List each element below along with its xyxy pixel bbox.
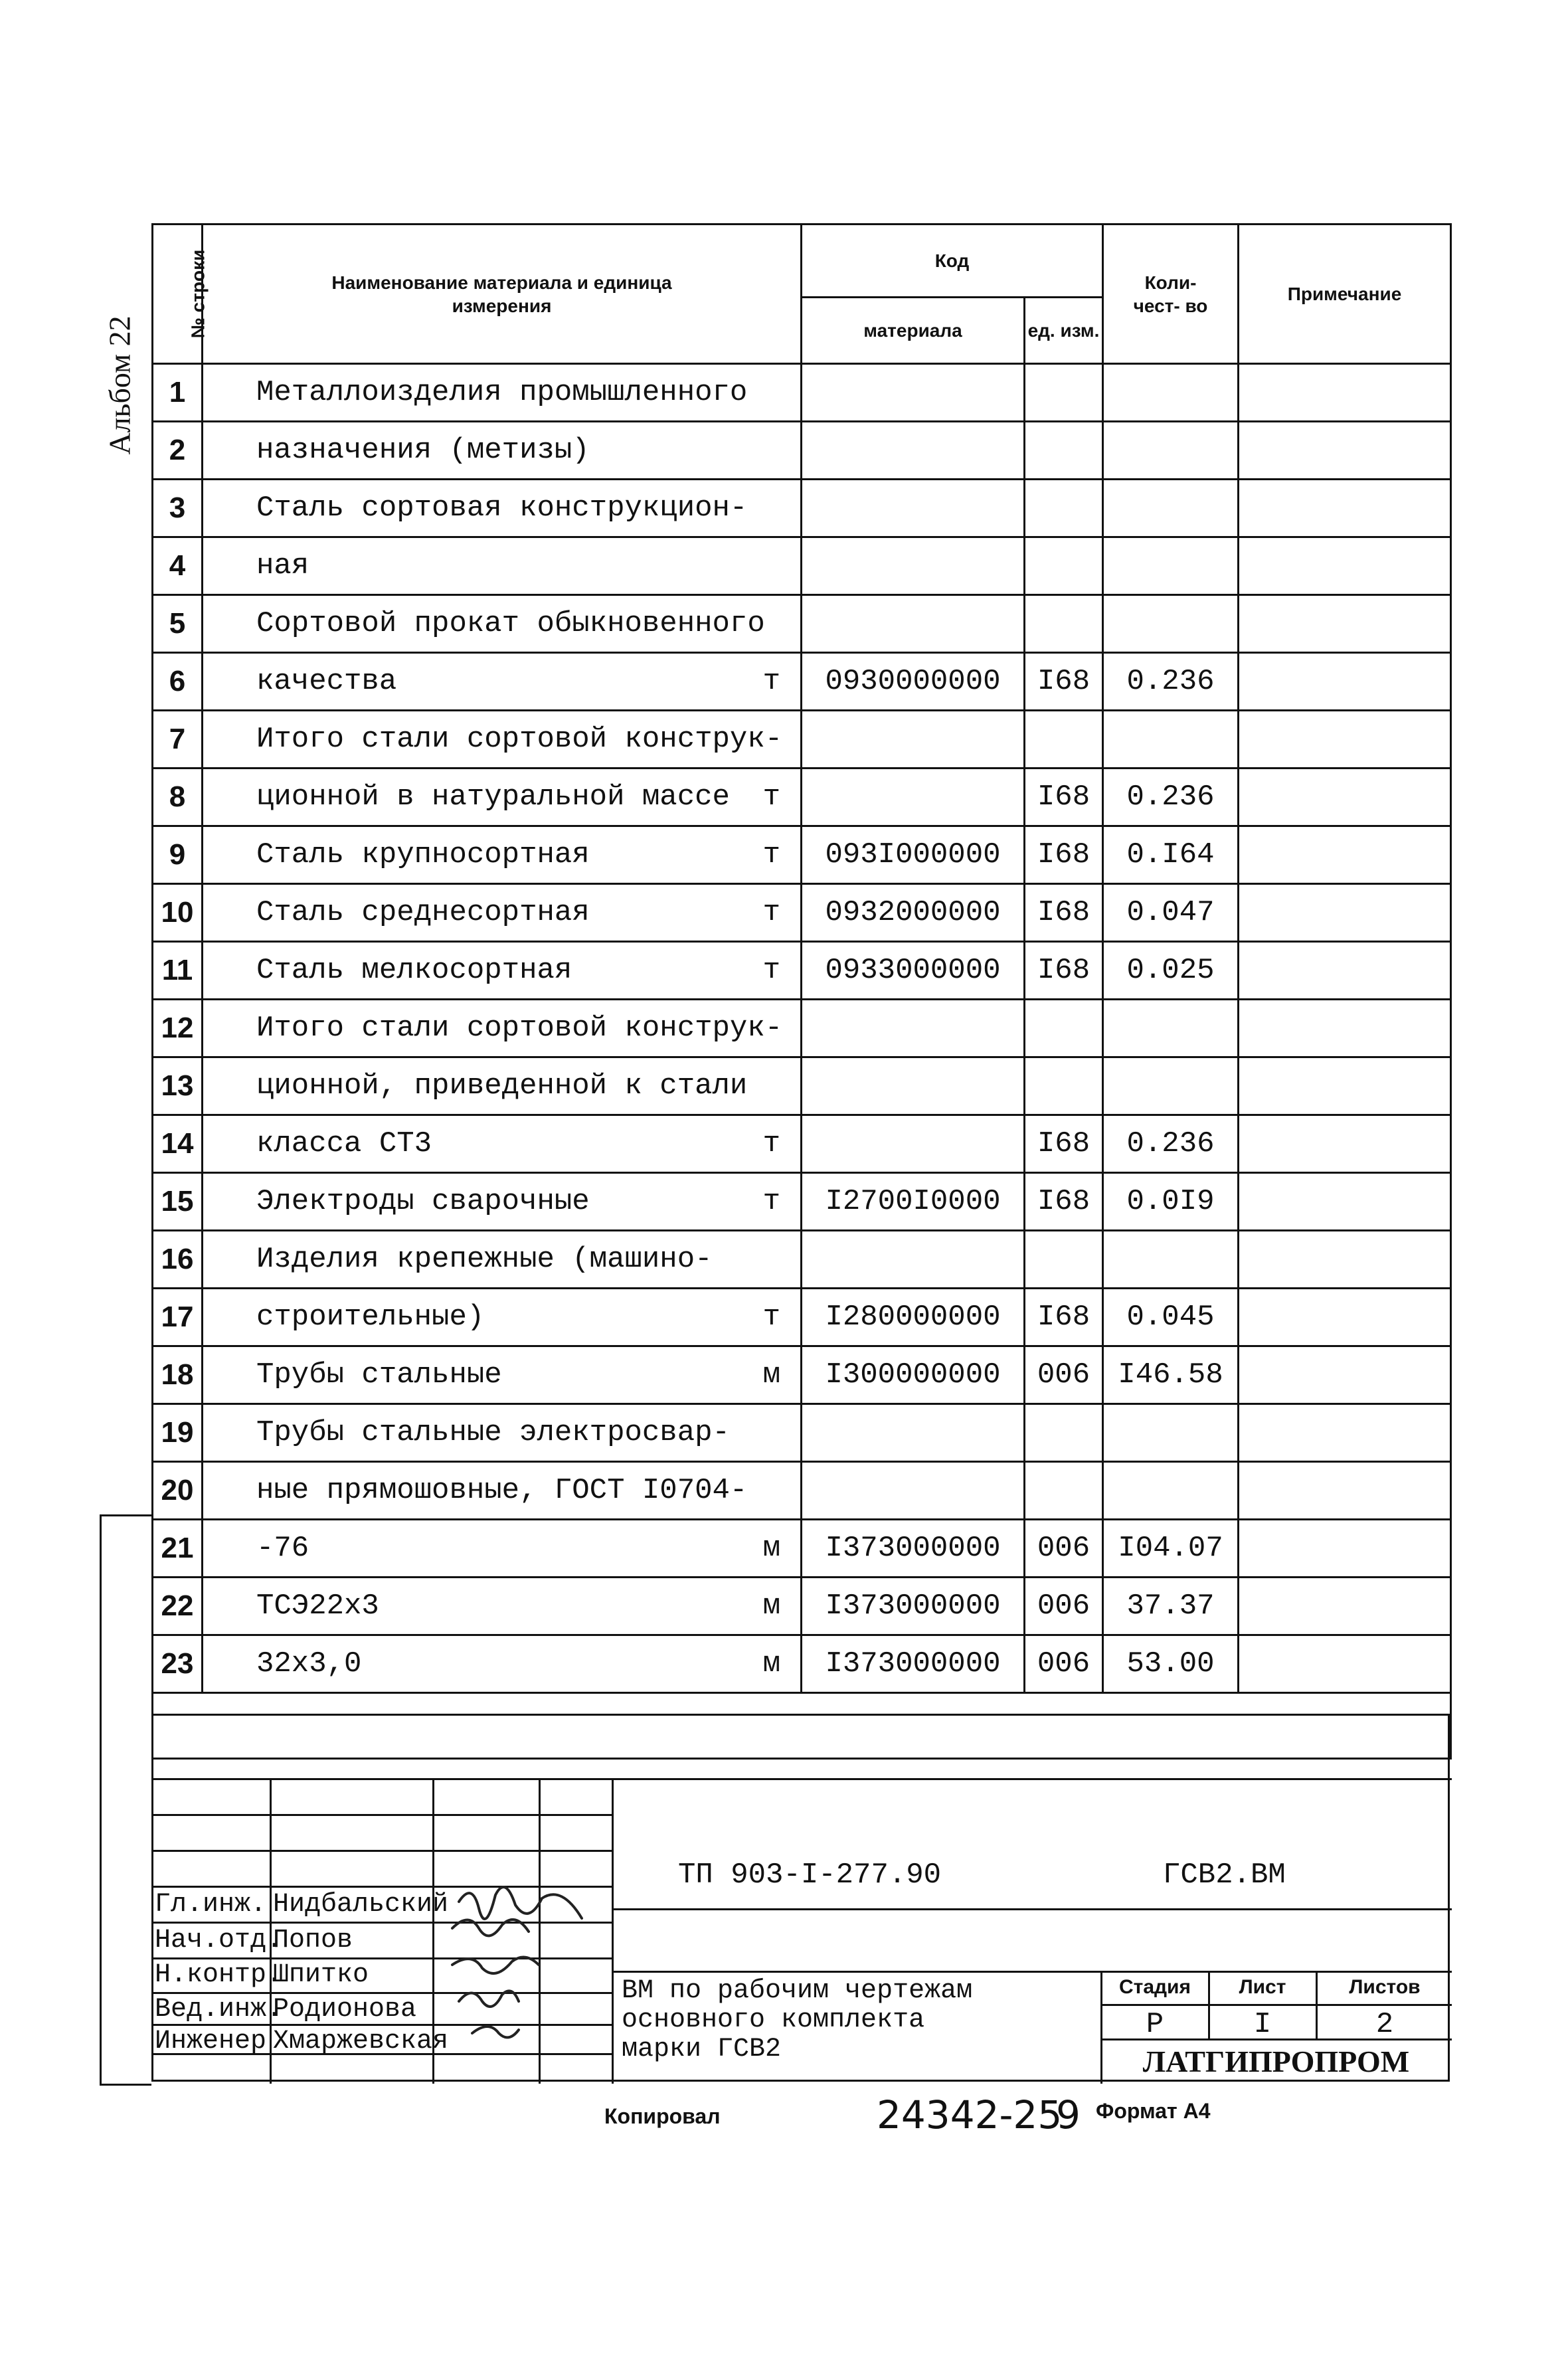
signature-role-1: Гл.инж. bbox=[155, 1890, 267, 1920]
row-number: 7 bbox=[153, 711, 203, 769]
measure-unit: м bbox=[762, 1358, 780, 1392]
note bbox=[1239, 537, 1451, 595]
row-number: 9 bbox=[153, 826, 203, 884]
material-name bbox=[203, 653, 802, 711]
material-name-text: класса СТ3 bbox=[256, 1127, 432, 1160]
material-name-text: 32х3,0 bbox=[256, 1647, 362, 1680]
unit-code bbox=[1025, 364, 1103, 422]
table-row bbox=[153, 942, 1451, 1000]
unit-code: 006 bbox=[1025, 1578, 1103, 1635]
unit-code: 006 bbox=[1025, 1635, 1103, 1693]
table-row bbox=[153, 826, 1451, 884]
material-name bbox=[203, 942, 802, 1000]
measure-unit: т bbox=[762, 1301, 780, 1334]
material-name-text: -76 bbox=[256, 1532, 309, 1565]
table-row bbox=[153, 595, 1451, 653]
unit-code bbox=[1025, 711, 1103, 769]
row-number: 11 bbox=[153, 942, 203, 1000]
organization-name: ЛАТГИПРОПРОМ bbox=[1142, 2044, 1410, 2078]
material-name-text: Итого стали сортовой конструк- bbox=[256, 723, 783, 756]
note bbox=[1239, 1404, 1451, 1462]
material-name-text: ционной, приведенной к стали bbox=[256, 1069, 748, 1103]
note bbox=[1239, 711, 1451, 769]
header-code-unit: ед. изм. bbox=[1025, 298, 1103, 364]
header-row-number: № строки bbox=[153, 225, 203, 364]
table-row bbox=[153, 711, 1451, 769]
material-name-text: ные прямошовные, ГОСТ I0704- bbox=[256, 1474, 748, 1507]
note bbox=[1239, 1635, 1451, 1693]
table-row bbox=[153, 1000, 1451, 1057]
measure-unit: м bbox=[762, 1532, 780, 1565]
unit-code: 006 bbox=[1025, 1346, 1103, 1404]
material-code bbox=[802, 1000, 1025, 1057]
unit-code: 006 bbox=[1025, 1520, 1103, 1578]
table-row bbox=[153, 1520, 1451, 1578]
quantity: 53.00 bbox=[1103, 1635, 1239, 1693]
album-label: Альбом 22 bbox=[102, 316, 137, 455]
sheet-label: Лист bbox=[1239, 1976, 1286, 1998]
unit-code bbox=[1025, 1000, 1103, 1057]
note bbox=[1239, 364, 1451, 422]
table-row bbox=[153, 1346, 1451, 1404]
signature-name-3: Шпитко bbox=[273, 1960, 369, 1990]
table-row bbox=[153, 537, 1451, 595]
material-code bbox=[802, 1404, 1025, 1462]
table-row bbox=[153, 1404, 1451, 1462]
quantity bbox=[1103, 422, 1239, 480]
sheet-value: I bbox=[1253, 2008, 1272, 2041]
material-code bbox=[802, 1231, 1025, 1289]
row-number: 12 bbox=[153, 1000, 203, 1057]
unit-code: I68 bbox=[1025, 942, 1103, 1000]
material-name bbox=[203, 884, 802, 942]
quantity: 0.I64 bbox=[1103, 826, 1239, 884]
quantity bbox=[1103, 1404, 1239, 1462]
table-row bbox=[153, 1231, 1451, 1289]
material-name bbox=[203, 1635, 802, 1693]
title-block bbox=[151, 1714, 1450, 2082]
quantity: 0.236 bbox=[1103, 1115, 1239, 1173]
row-number: 21 bbox=[153, 1520, 203, 1578]
material-name-text: Трубы стальные электросвар- bbox=[256, 1416, 730, 1449]
measure-unit: м bbox=[762, 1589, 780, 1623]
material-code bbox=[802, 1462, 1025, 1520]
material-code: 0932000000 bbox=[802, 884, 1025, 942]
material-code: 0930000000 bbox=[802, 653, 1025, 711]
material-code: 093I000000 bbox=[802, 826, 1025, 884]
inventory-number: 24342-25 bbox=[877, 2092, 1063, 2137]
material-code bbox=[802, 595, 1025, 653]
measure-unit: т bbox=[762, 896, 780, 929]
unit-code: I68 bbox=[1025, 653, 1103, 711]
quantity: 0.0I9 bbox=[1103, 1173, 1239, 1231]
measure-unit: т bbox=[762, 1127, 780, 1160]
note bbox=[1239, 942, 1451, 1000]
quantity: 0.236 bbox=[1103, 653, 1239, 711]
measure-unit: т bbox=[762, 954, 780, 987]
table-row bbox=[153, 364, 1451, 422]
material-name bbox=[203, 711, 802, 769]
note bbox=[1239, 1057, 1451, 1115]
material-code: 0933000000 bbox=[802, 942, 1025, 1000]
row-number: 13 bbox=[153, 1057, 203, 1115]
quantity: 0.025 bbox=[1103, 942, 1239, 1000]
unit-code bbox=[1025, 1231, 1103, 1289]
note bbox=[1239, 1115, 1451, 1173]
note bbox=[1239, 480, 1451, 537]
material-name-text: Сталь мелкосортная bbox=[256, 954, 572, 987]
header-name: Наименование материала и единица измерения bbox=[203, 225, 802, 364]
material-name bbox=[203, 537, 802, 595]
material-name bbox=[203, 769, 802, 826]
material-code: I300000000 bbox=[802, 1346, 1025, 1404]
note bbox=[1239, 1173, 1451, 1231]
table-row bbox=[153, 1635, 1451, 1693]
stage-label: Стадия bbox=[1118, 1976, 1191, 1998]
table-row bbox=[153, 769, 1451, 826]
row-number: 17 bbox=[153, 1289, 203, 1346]
table-row bbox=[153, 884, 1451, 942]
material-name-text: Сталь крупносортная bbox=[256, 838, 590, 871]
description-line-3: марки ГСВ2 bbox=[622, 2035, 782, 2064]
row-number: 22 bbox=[153, 1578, 203, 1635]
material-name bbox=[203, 480, 802, 537]
row-number: 3 bbox=[153, 480, 203, 537]
material-name bbox=[203, 422, 802, 480]
unit-code bbox=[1025, 480, 1103, 537]
row-number: 1 bbox=[153, 364, 203, 422]
material-name-text: Металлоизделия промышленного bbox=[256, 376, 748, 409]
measure-unit: т bbox=[762, 665, 780, 698]
material-name-text: назначения (метизы) bbox=[256, 434, 590, 467]
material-name bbox=[203, 364, 802, 422]
note bbox=[1239, 769, 1451, 826]
unit-code bbox=[1025, 1057, 1103, 1115]
row-number: 18 bbox=[153, 1346, 203, 1404]
material-name-text: качества bbox=[256, 665, 397, 698]
table-row bbox=[153, 1115, 1451, 1173]
header-quantity: Коли- чест- во bbox=[1103, 225, 1239, 364]
material-code bbox=[802, 480, 1025, 537]
material-name-text: Сортовой прокат обыкновенного bbox=[256, 607, 765, 640]
measure-unit: м bbox=[762, 1647, 780, 1680]
row-number: 2 bbox=[153, 422, 203, 480]
row-number: 14 bbox=[153, 1115, 203, 1173]
row-number: 10 bbox=[153, 884, 203, 942]
note bbox=[1239, 653, 1451, 711]
description-line-1: ВМ по рабочим чертежам bbox=[622, 1976, 973, 2006]
material-code bbox=[802, 1057, 1025, 1115]
header-code-material: материала bbox=[802, 298, 1025, 364]
material-name bbox=[203, 1115, 802, 1173]
material-code bbox=[802, 364, 1025, 422]
unit-code: I68 bbox=[1025, 769, 1103, 826]
quantity: 0.045 bbox=[1103, 1289, 1239, 1346]
material-name bbox=[203, 1231, 802, 1289]
unit-code bbox=[1025, 595, 1103, 653]
handwritten-signatures bbox=[432, 1882, 625, 2061]
sheets-value: 2 bbox=[1375, 2008, 1394, 2041]
signature-role-2: Нач.отд. bbox=[155, 1926, 283, 1955]
material-name bbox=[203, 1000, 802, 1057]
material-name bbox=[203, 595, 802, 653]
material-code: I280000000 bbox=[802, 1289, 1025, 1346]
frame-left-bar bbox=[100, 1514, 151, 2086]
material-code bbox=[802, 769, 1025, 826]
material-name bbox=[203, 1578, 802, 1635]
note bbox=[1239, 826, 1451, 884]
row-number: 23 bbox=[153, 1635, 203, 1693]
copied-label: Копировал bbox=[604, 2104, 721, 2128]
material-code bbox=[802, 422, 1025, 480]
unit-code bbox=[1025, 537, 1103, 595]
table-row bbox=[153, 1173, 1451, 1231]
material-name bbox=[203, 1404, 802, 1462]
unit-code: I68 bbox=[1025, 826, 1103, 884]
material-name bbox=[203, 1520, 802, 1578]
quantity bbox=[1103, 1462, 1239, 1520]
material-code bbox=[802, 711, 1025, 769]
quantity bbox=[1103, 537, 1239, 595]
header-code: Код bbox=[802, 225, 1103, 298]
note bbox=[1239, 1462, 1451, 1520]
unit-code: I68 bbox=[1025, 884, 1103, 942]
table-row bbox=[153, 1578, 1451, 1635]
quantity: I04.07 bbox=[1103, 1520, 1239, 1578]
row-number: 15 bbox=[153, 1173, 203, 1231]
measure-unit: т bbox=[762, 1185, 780, 1218]
signature-name-2: Попов bbox=[273, 1926, 353, 1955]
row-number: 20 bbox=[153, 1462, 203, 1520]
material-code: I2700I0000 bbox=[802, 1173, 1025, 1231]
note bbox=[1239, 1346, 1451, 1404]
material-name bbox=[203, 1346, 802, 1404]
material-name-text: ная bbox=[256, 549, 309, 583]
unit-code bbox=[1025, 1404, 1103, 1462]
row-number: 19 bbox=[153, 1404, 203, 1462]
signature-role-4: Вед.инж. bbox=[155, 1995, 283, 2025]
note bbox=[1239, 595, 1451, 653]
material-name bbox=[203, 1289, 802, 1346]
table-row bbox=[153, 1289, 1451, 1346]
table-row bbox=[153, 653, 1451, 711]
material-table bbox=[151, 223, 1452, 1760]
document-mark: ГСВ2.ВМ bbox=[1163, 1858, 1286, 1892]
material-name-text: Электроды сварочные bbox=[256, 1185, 590, 1218]
header-note: Примечание bbox=[1239, 225, 1451, 364]
row-number: 8 bbox=[153, 769, 203, 826]
material-name-text: строительные) bbox=[256, 1301, 485, 1334]
note bbox=[1239, 1578, 1451, 1635]
table-row bbox=[153, 1462, 1451, 1520]
material-code: I373000000 bbox=[802, 1578, 1025, 1635]
material-name bbox=[203, 1057, 802, 1115]
table-row bbox=[153, 1057, 1451, 1115]
quantity: I46.58 bbox=[1103, 1346, 1239, 1404]
row-number: 4 bbox=[153, 537, 203, 595]
row-number: 5 bbox=[153, 595, 203, 653]
material-name-text: Изделия крепежные (машино- bbox=[256, 1243, 713, 1276]
material-name-text: Сталь сортовая конструкцион- bbox=[256, 492, 748, 525]
material-name-text: ТСЭ22х3 bbox=[256, 1589, 379, 1623]
material-name-text: Итого стали сортовой конструк- bbox=[256, 1012, 783, 1045]
note bbox=[1239, 422, 1451, 480]
material-code: I373000000 bbox=[802, 1520, 1025, 1578]
material-name bbox=[203, 826, 802, 884]
note bbox=[1239, 1231, 1451, 1289]
quantity bbox=[1103, 1057, 1239, 1115]
document-code: ТП 903-I-277.90 bbox=[678, 1858, 942, 1892]
note bbox=[1239, 1289, 1451, 1346]
sheets-label: Листов bbox=[1349, 1976, 1421, 1998]
quantity: 0.047 bbox=[1103, 884, 1239, 942]
unit-code: I68 bbox=[1025, 1115, 1103, 1173]
description-line-2: основного комплекта bbox=[622, 2005, 925, 2035]
quantity bbox=[1103, 480, 1239, 537]
quantity bbox=[1103, 364, 1239, 422]
material-code bbox=[802, 1115, 1025, 1173]
quantity bbox=[1103, 1000, 1239, 1057]
unit-code bbox=[1025, 422, 1103, 480]
material-code: I373000000 bbox=[802, 1635, 1025, 1693]
row-number: 6 bbox=[153, 653, 203, 711]
material-name-text: Трубы стальные bbox=[256, 1358, 502, 1392]
format-label: Формат А4 bbox=[1096, 2099, 1211, 2123]
note bbox=[1239, 1520, 1451, 1578]
measure-unit: т bbox=[762, 780, 780, 814]
unit-code bbox=[1025, 1462, 1103, 1520]
note bbox=[1239, 1000, 1451, 1057]
quantity bbox=[1103, 1231, 1239, 1289]
signature-role-3: Н.контр. bbox=[155, 1960, 283, 1990]
material-name-text: Сталь среднесортная bbox=[256, 896, 590, 929]
note bbox=[1239, 884, 1451, 942]
table-row bbox=[153, 480, 1451, 537]
quantity: 37.37 bbox=[1103, 1578, 1239, 1635]
page-number: 9 bbox=[1056, 2092, 1081, 2137]
quantity bbox=[1103, 711, 1239, 769]
stage-value: Р bbox=[1146, 2008, 1164, 2041]
table-row bbox=[153, 422, 1451, 480]
material-name bbox=[203, 1173, 802, 1231]
measure-unit: т bbox=[762, 838, 780, 871]
signature-name-4: Родионова bbox=[273, 1995, 417, 2025]
material-name bbox=[203, 1462, 802, 1520]
material-code bbox=[802, 537, 1025, 595]
unit-code: I68 bbox=[1025, 1289, 1103, 1346]
unit-code: I68 bbox=[1025, 1173, 1103, 1231]
signature-name-1: Нидбальский bbox=[273, 1890, 449, 1920]
row-number: 16 bbox=[153, 1231, 203, 1289]
quantity bbox=[1103, 595, 1239, 653]
signature-name-5: Хмаржевская bbox=[273, 2027, 449, 2056]
signature-role-5: Инженер bbox=[155, 2027, 267, 2056]
material-name-text: ционной в натуральной массе bbox=[256, 780, 730, 814]
quantity: 0.236 bbox=[1103, 769, 1239, 826]
